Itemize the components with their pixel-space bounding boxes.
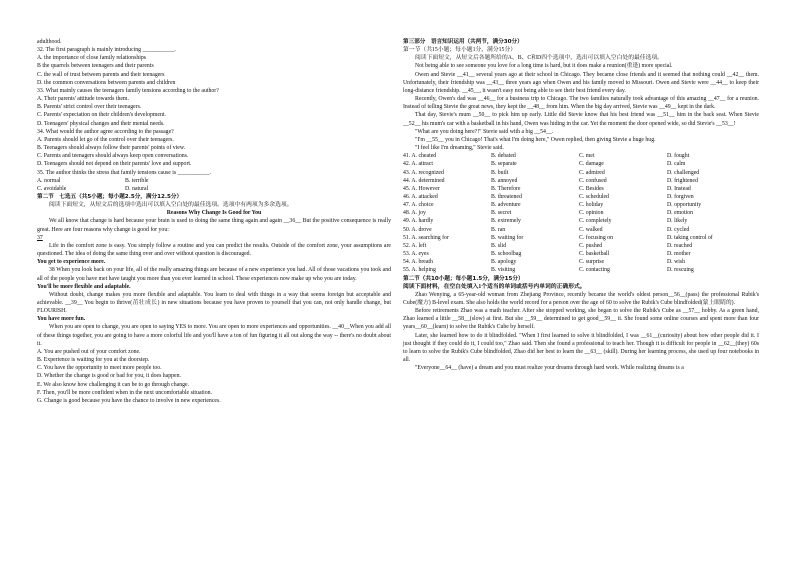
cloze-paragraph: Not being able to see someone you love for a long time is hard, but it does make a reunion(重逢) more special. xyxy=(415,63,673,70)
option-choice: D. likely xyxy=(667,218,688,225)
option-row xyxy=(403,258,759,266)
seven-option: B. Experience is waiting for you at the doorstep. xyxy=(37,357,150,364)
right-column xyxy=(403,38,759,372)
option-choice: B. visiting xyxy=(491,267,516,274)
cloze-options xyxy=(403,152,759,274)
part3-header: 第三部分 语言知识运用（共两节，满分30分） xyxy=(403,39,523,45)
option-choice: C. basketball xyxy=(579,251,610,258)
question-line: D. Teenagers' physical changes and their mental needs. xyxy=(37,120,165,127)
option-choice: 50. A. drove xyxy=(403,226,432,233)
option-choice: D. taking control of xyxy=(667,234,713,241)
option-row xyxy=(403,201,759,209)
option-choice: B. built xyxy=(491,169,509,176)
option-choice: C. focusing on xyxy=(579,234,613,241)
option-choice: C. walked xyxy=(579,226,603,233)
option-choice: 54. A. breath xyxy=(403,259,433,266)
blank-37: 37 xyxy=(37,234,43,241)
gap-paragraph: Zhao Wenying, a 65-year-old woman from Zhejiang Province, recently became the world's oldest person__56__(pass) the professional Rubik's Cube(魔方) B-level exam. She also holds the world record for a person over the age of 60 to solve the Rubik's Cube blindfolded(蒙上眼睛的). xyxy=(403,291,759,306)
option-row xyxy=(403,209,759,217)
question-line: 34. What would the author agree according to the passage? xyxy=(37,128,174,135)
option-choice: C. admired xyxy=(579,169,605,176)
option-choice: C. holiday xyxy=(579,202,604,209)
option-choice: D. challenged xyxy=(667,169,700,176)
option-choice: C. damage xyxy=(579,161,604,168)
question-line: 33. What mainly causes the teenagers family tensions according to the author? xyxy=(37,87,219,94)
part3-sub: 第一节（共15小题；每小题1分，满分15分） xyxy=(403,47,517,54)
option-choice: D. wish xyxy=(667,259,686,266)
question-line: A. Their parents' attitude towards them. xyxy=(37,96,129,103)
option-choice: D. rescuing xyxy=(667,267,694,274)
question-line: D. the common conversations between parents and children xyxy=(37,79,176,86)
cloze-paragraph: Owen and Stevie __41__ several years ago at their school in Chicago. They became close friends and it seemed that nothing could __42__ them. Unfortunately, their friendship was __43__ three years ago when Owen and his family moved to Missouri. Owen and Stevie were __44__ to keep their long-distance friendship. __45__, it wasn't easy not being able to see their best friend every day. xyxy=(403,71,759,94)
option-choice: 51. A. searching for xyxy=(403,234,449,241)
option-row xyxy=(403,160,759,168)
part3-instruction: 阅读下面短文，从短文后各题所给的A、B、C和D四个选项中，选出可以填入空白处的最佳选项。 xyxy=(415,55,663,62)
option-choice: D. mother xyxy=(667,251,691,258)
option-row xyxy=(403,234,759,242)
option-row xyxy=(403,242,759,250)
para-flexible: Without doubt, change makes you more flexible and adaptable. You learn to deal with things in a way that seems foreign but acceptable and achievable. __39__ You begin to thrive(茁壮成长) in new situations because you have proven to yourself that you can, not only handle change, but FLOURISH. xyxy=(37,291,391,315)
option-choice: D. opportunity xyxy=(667,202,702,209)
seven-option: D. Whether the change is good or bad for you, it does happen. xyxy=(37,373,181,380)
heading-fun: You have more fun. xyxy=(37,316,86,323)
option-choice: D. emotion xyxy=(667,210,694,217)
left-column xyxy=(37,38,391,405)
para-comfort: Life in the comfort zone is easy. You simply follow a routine and you can predict the results. Outside of the comfort zone, your assumptions are questioned. The idea of doing the same thing over and over without question is discouraged. xyxy=(37,242,391,258)
part3b-header: 第二节（共10小题；每小题1.5分，满分15分） xyxy=(403,275,524,282)
option-choice: C. opinion xyxy=(579,210,604,217)
option-choice: B. ran xyxy=(491,226,506,233)
option-row xyxy=(403,193,759,201)
option-choice: D. frightened xyxy=(667,177,698,184)
heading-flexible: You'll be more flexible and adaptable. xyxy=(37,283,131,290)
question-line: A. the importance of close family relationships xyxy=(37,55,146,62)
option-choice: B. separate xyxy=(491,161,517,168)
cloze-paragraph: "I'm __55__ you in Chicago! That's what I'm doing here," Owen replied, then giving Stevie a huge hug. xyxy=(415,136,656,143)
option-row xyxy=(403,217,759,225)
option-choice: 55. A. helping xyxy=(403,267,436,274)
question-line: B. Parents' strict control over their teenagers. xyxy=(37,104,142,111)
option-choice: B. adventure xyxy=(491,202,521,209)
option-row xyxy=(403,152,759,160)
heading-experience: You get to experience more. xyxy=(37,259,106,266)
question-line: B. Teenagers should always follow their parents' points of view. xyxy=(37,145,186,152)
option-row xyxy=(403,177,759,185)
option-row xyxy=(403,185,759,193)
seven-option: F. Then, you'll be more confident when in the next uncomfortable situation. xyxy=(37,389,212,396)
part3b-instruction: 阅读下面材料，在空白处填入1个适当的单词或括号内单词的正确形式。 xyxy=(403,283,586,290)
option-choice: B. threatened xyxy=(491,193,522,200)
option-choice: C. Besides xyxy=(579,185,604,192)
para-experience: 38 When you look back on your life, all of the really amazing things are because of a new experience you had. All of those vacations you took and all of the people you have met have taught you more than you ever learned in school. These experiences now make up who you are today. xyxy=(37,267,391,282)
option-choice: 49. A. hardly xyxy=(403,218,434,225)
option-choice: B. annoyed xyxy=(491,177,518,184)
option-choice: D. Instead xyxy=(667,185,691,192)
q35-option: C. avoidable xyxy=(37,185,67,192)
question-line: B the quarrels between teenagers and their parents xyxy=(37,63,154,70)
article-title: Reasons Why Change Is Good for You xyxy=(166,210,262,217)
cloze-paragraph: "I feel like I'm dreaming," Stevie said. xyxy=(415,145,504,152)
option-choice: B. extremely xyxy=(491,218,521,225)
question-line: C. Parents and teenagers should always keep open conversations. xyxy=(37,153,189,160)
question-line: adulthood. xyxy=(37,39,62,45)
option-choice: D. calm xyxy=(667,161,686,168)
option-choice: B. apology xyxy=(491,259,517,266)
option-row xyxy=(403,250,759,258)
option-choice: 44. A. determined xyxy=(403,177,445,184)
option-choice: B. waiting for xyxy=(491,234,524,241)
question-line: 35. The author thinks the stress that family tensions cause is ___________. xyxy=(37,169,211,176)
gap-paragraph: Before retirements Zhao was a math teacher. After she stopped working, she began to solve the Rubik's Cube as __57__ hobby. As a green hand, Zhao learned a little __58__(slow) at first. But she __59__ determined to get good__59__ it. She found some online courses and spent more than four years__60__(learn) to solve the Rubik's Cube by herself. xyxy=(403,308,759,331)
option-choice: C. confused xyxy=(579,177,607,184)
option-choice: B. schoolbag xyxy=(491,251,522,258)
section2-instruction: 阅读下面短文，从短文后的选项中选出可以填入空白处的最佳选项。选项中有两项为多余选项。 xyxy=(49,202,293,209)
gap-paragraph: "Everyone__64__ (have) a dream and you must realize your dreams through hard work. While realizing dreams is a xyxy=(415,365,684,372)
seven-option: C. You have the opportunity to meet more people too. xyxy=(37,365,162,372)
option-choice: 43. A. recognized xyxy=(403,169,444,176)
question-line: C. Parents' expectation on their children's development. xyxy=(37,112,166,119)
option-row xyxy=(403,226,759,234)
q35-option: D. natural xyxy=(125,185,149,192)
option-choice: C. scheduled xyxy=(579,193,609,200)
option-choice: D. fought xyxy=(667,153,690,160)
option-choice: 48. A. joy xyxy=(403,210,426,217)
seven-option: G. Change is good because you have the chance to involve in new experiences. xyxy=(37,397,221,404)
seven-option: E. We also know how challenging it can be to go through change. xyxy=(37,381,190,388)
q35-options xyxy=(37,177,391,193)
q35-option: B. terrible xyxy=(125,177,149,184)
option-choice: C. pushed xyxy=(579,242,603,249)
question-line: C. the wall of trust between parents and their teenagers xyxy=(37,71,165,78)
option-row xyxy=(403,169,759,177)
option-choice: D. cycled xyxy=(667,226,690,233)
option-choice: B. secret xyxy=(491,210,512,217)
section2-header: 第二节 七选五（共5小题；每小题2.5分，满分12.5分） xyxy=(37,193,183,200)
option-choice: C. contacting xyxy=(579,267,610,274)
option-choice: C. met xyxy=(579,153,595,160)
option-choice: 45. A. However xyxy=(403,185,440,192)
option-row xyxy=(403,266,759,274)
option-choice: D. forgiven xyxy=(667,193,694,200)
question-line: A. Parents should let go of the control over their teenagers. xyxy=(37,136,174,143)
option-choice: 42. A. attract xyxy=(403,161,433,168)
cloze-paragraph: Recently, Owen's dad was __46__ for a business trip to Chicago. The two families naturally took advantage of this amazing __47__ for a reunion. Instead of telling Stevie the great news, they kept the __48__ from him. When the big day arrived, Stevie was __49__ kept in the dark. xyxy=(403,96,759,111)
option-choice: B. debated xyxy=(491,153,516,160)
cloze-paragraph: That day, Stevie's mum __50__ to pick him up early. Little did Stevie know that his best friend was __51__ him in the back seat. When Stevie __52__ his mum's car with a basketball in his hand, Owen was hiding in the car. Yet the moment the door opened wide, so did Stevie's __53__! xyxy=(403,112,759,127)
question-line: D. Teenagers should not depend on their parents' love and support. xyxy=(37,161,192,168)
gap-paragraph: Later, she learned how to do it blindfolded. "When I first learned to solve it blindfolded, I was __61__(curiosity) about how other people did it. I just thought if they could do it, I could too," Zhao said. Then she found a professional to teach her. Though it is difficult for people in __62__(they) 60s to learn to solve the Rubik's Cube blindfolded, Zhao did her best to learn the __63__ (skill). During her learning process, she used up four notebooks in all. xyxy=(403,332,759,364)
option-choice: B. Therefore xyxy=(491,185,521,192)
q35-option: A. normal xyxy=(37,177,61,184)
option-choice: 53. A. eyes xyxy=(403,251,429,258)
option-choice: D. reached xyxy=(667,242,693,249)
question-line: 32. The first paragraph is mainly introducing ___________. xyxy=(37,47,176,54)
option-choice: C. completely xyxy=(579,218,612,225)
cloze-paragraph: "What are you doing here?!" Stevie said with a big __54__. xyxy=(415,128,554,135)
option-choice: 41. A. cheated xyxy=(403,153,437,160)
option-choice: 46. A. attacked xyxy=(403,193,438,200)
option-choice: C. surprise xyxy=(579,259,605,266)
para-intro: We all know that change is hard because your brain is used to doing the same thing again and again __36__ But the positive consequence is really great. Here are four reasons why change is good for you: xyxy=(37,218,391,233)
option-choice: B. slid xyxy=(491,242,507,249)
seven-option: A. You are pushed out of your comfort zone. xyxy=(37,348,141,355)
para-fun: When you are open to change, you are open to saying YES to more. You are open to more experiences and opportunities. __40__When you add all of these things together, you are going to have a more colorful life and you'll have a ton of fun figuring it all out along the way -- there's no doubt about it. xyxy=(37,324,391,347)
option-choice: 52. A. left xyxy=(403,242,427,249)
option-choice: 47. A. choice xyxy=(403,202,434,209)
